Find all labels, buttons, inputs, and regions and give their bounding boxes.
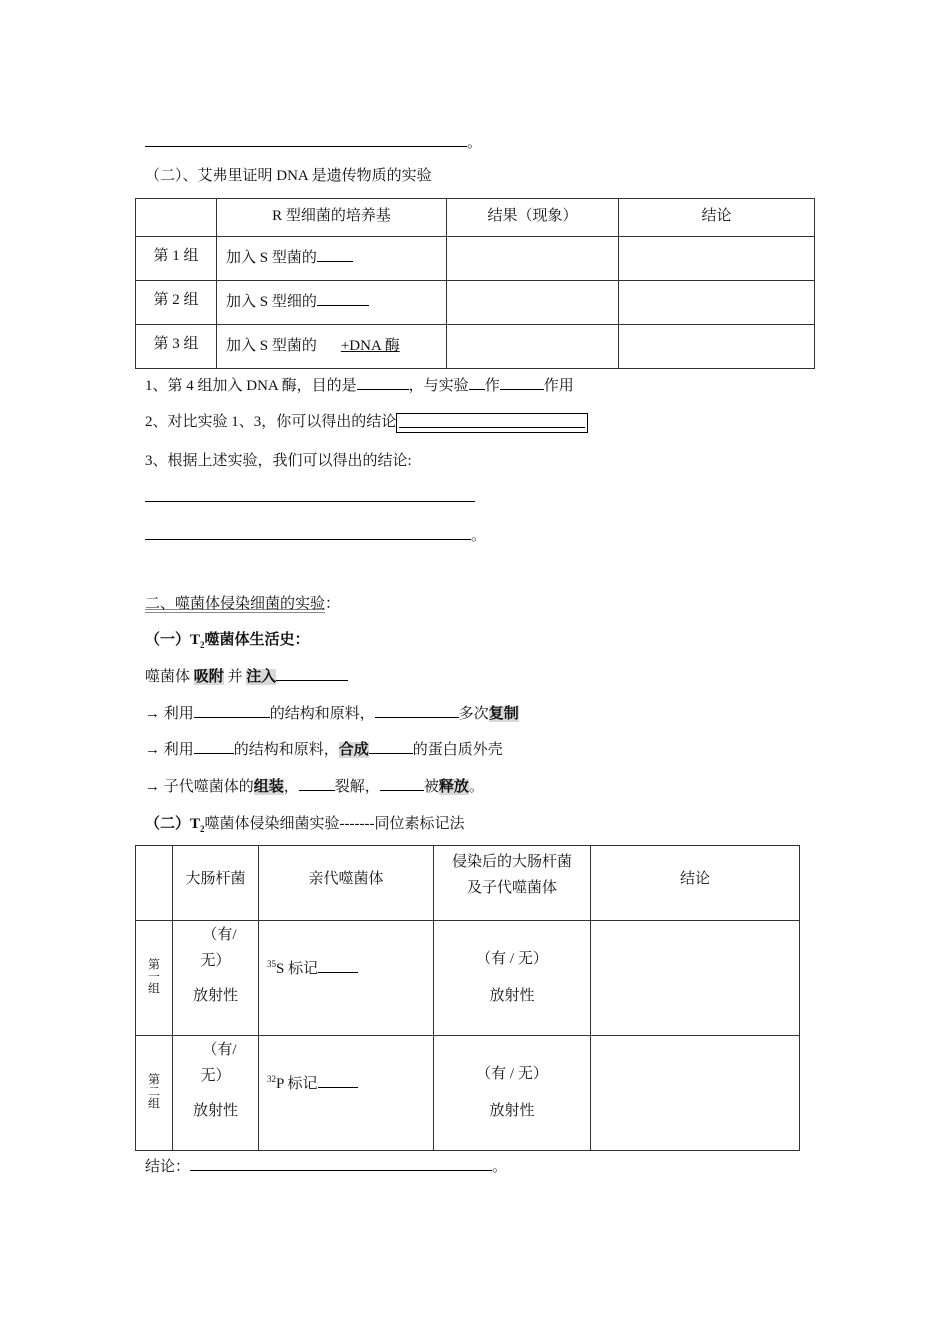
blank[interactable] <box>276 666 348 681</box>
life-step-4: → 子代噬菌体的组装， 裂解， 被释放。 <box>145 775 484 796</box>
conclusion-cell[interactable] <box>591 921 800 1036</box>
question-1: 1、第 4 组加入 DNA 酶，目的是 ，与实验 作 作用 <box>145 374 574 395</box>
medium-cell: 加入 S 型细的 <box>217 281 447 325</box>
phage-table <box>135 845 800 1151</box>
table-row <box>136 237 815 281</box>
conclusion-cell[interactable] <box>619 281 815 325</box>
conclusion-cell[interactable] <box>591 1036 800 1151</box>
blank[interactable] <box>194 739 234 754</box>
life-step-3: → 利用 的结构和原料，合成 的蛋白质外壳 <box>145 738 503 759</box>
blank[interactable] <box>190 1156 492 1171</box>
dnase-label: +DNA 酶 <box>340 338 400 354</box>
medium-cell: 加入 S 型菌的 <box>217 237 447 281</box>
table-header-cell: 亲代噬菌体 <box>259 846 434 921</box>
section-title-phage: 二、噬菌体侵染细菌的实验： <box>145 596 341 612</box>
conclusion-cell[interactable] <box>619 325 815 369</box>
final-conclusion: 结论： 。 <box>145 1155 507 1176</box>
answer-line-2: 。 <box>145 524 486 545</box>
question-3: 3、根据上述实验，我们可以得出的结论: <box>145 453 412 469</box>
blank[interactable] <box>145 132 467 147</box>
table-row <box>136 921 800 1036</box>
after-infection-cell: （有 / 无） 放射性 <box>434 1036 591 1151</box>
answer-line[interactable] <box>145 501 475 502</box>
group-label: 第 1 组 <box>136 237 217 281</box>
medium-cell: 加入 S 型菌的 +DNA 酶 <box>217 325 447 369</box>
table-header-cell <box>136 199 217 237</box>
blank[interactable] <box>357 375 409 390</box>
result-cell[interactable] <box>447 237 619 281</box>
blank[interactable] <box>318 958 358 973</box>
blank[interactable] <box>317 291 369 306</box>
conclusion-cell[interactable] <box>619 237 815 281</box>
blank[interactable] <box>299 776 335 791</box>
group-label: 第一组 <box>136 921 173 1036</box>
ecoli-cell: （有/ 无） 放射性 <box>173 1036 259 1151</box>
table-row <box>136 281 815 325</box>
life-step-2: → 利用 的结构和原料， 多次复制 <box>145 702 519 723</box>
blank[interactable] <box>500 375 544 390</box>
group-label: 第 2 组 <box>136 281 217 325</box>
group-label: 第二组 <box>136 1036 173 1151</box>
table-header-cell: R 型细菌的培养基 <box>217 199 447 237</box>
group-label: 第 3 组 <box>136 325 217 369</box>
ecoli-cell: （有/ 无） 放射性 <box>173 921 259 1036</box>
table-row <box>136 325 815 369</box>
blank[interactable] <box>317 247 353 262</box>
table-header-cell: 大肠杆菌 <box>173 846 259 921</box>
result-cell[interactable] <box>447 281 619 325</box>
avery-table <box>135 198 815 369</box>
blank[interactable] <box>318 1073 358 1088</box>
question-2: 2、对比实验 1、3，你可以得出的结论 <box>145 410 588 433</box>
table-header-cell: 侵染后的大肠杆菌 及子代噬菌体 <box>434 846 591 921</box>
blank[interactable] <box>380 776 424 791</box>
section-heading-avery: （二）、艾弗里证明 DNA 是遗传物质的实验 <box>145 168 432 184</box>
life-history-heading: （一）$T_2$噬菌体生活史： <box>145 632 310 650</box>
table-header-cell: 结论 <box>591 846 800 921</box>
after-infection-cell: （有 / 无） 放射性 <box>434 921 591 1036</box>
experiment-heading: （二）$T_2$噬菌体侵染细菌实验-------同位素标记法 <box>145 816 465 834</box>
parent-phage-cell: $^{32}$P 标记 <box>259 1036 434 1151</box>
life-step-1: 噬菌体 吸附 并 注入 <box>145 665 348 686</box>
blank[interactable] <box>469 375 485 390</box>
top-answer-line: 。 <box>145 131 482 152</box>
blank[interactable] <box>369 739 413 754</box>
answer-box[interactable] <box>396 413 588 433</box>
table-row <box>136 1036 800 1151</box>
blank[interactable] <box>194 703 270 718</box>
parent-phage-cell: $^{35}$S 标记 <box>259 921 434 1036</box>
table-header-cell: 结果（现象） <box>447 199 619 237</box>
blank[interactable] <box>375 703 459 718</box>
blank[interactable] <box>145 525 471 540</box>
table-header-cell: 结论 <box>619 199 815 237</box>
result-cell[interactable] <box>447 325 619 369</box>
table-header-cell <box>136 846 173 921</box>
